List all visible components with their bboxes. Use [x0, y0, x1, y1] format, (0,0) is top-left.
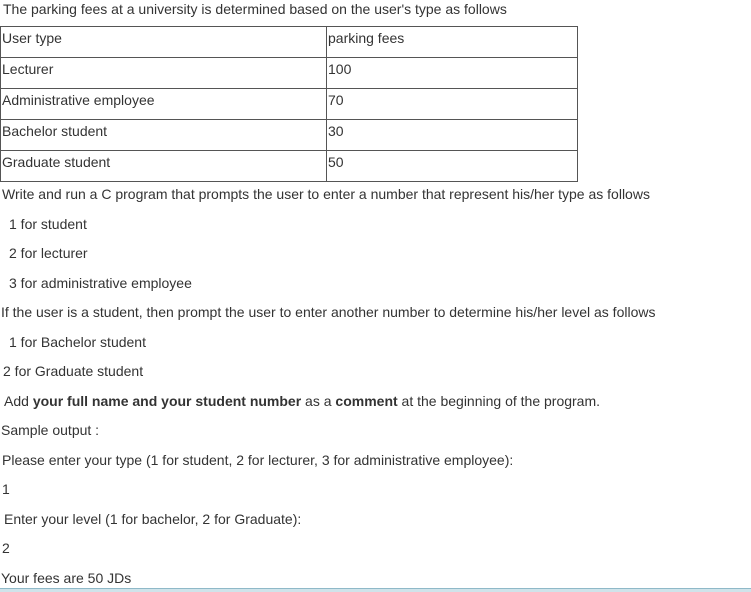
- header-user-type: User type: [1, 27, 327, 58]
- level-option: 1 for Bachelor student: [9, 334, 146, 350]
- level-prompt-text: If the user is a student, then prompt the user to enter another number to determine his/her level as follows: [1, 304, 656, 320]
- sample-output-line: Enter your level (1 for bachelor, 2 for Graduate):: [4, 511, 302, 527]
- comment-instruction-comment: comment: [335, 393, 398, 409]
- comment-instruction-post: at the beginning of the program.: [397, 393, 601, 409]
- comment-instruction: [4, 392, 600, 410]
- sample-output-line: Please enter your type (1 for student, 2 for lecturer, 3 for administrative employee):: [2, 452, 514, 468]
- comment-instruction-pre: Add: [4, 393, 33, 409]
- cell-user-type: Graduate student: [1, 151, 327, 182]
- table-row: [1, 58, 578, 89]
- table-header-row: [1, 27, 578, 58]
- cell-parking-fee: 100: [327, 58, 578, 89]
- level-option: 2 for Graduate student: [3, 363, 144, 379]
- type-option: 1 for student: [9, 216, 87, 232]
- table-row: [1, 120, 578, 151]
- sample-output-heading: Sample output :: [1, 422, 100, 438]
- header-parking-fees: parking fees: [327, 27, 578, 58]
- table-row: [1, 151, 578, 182]
- sample-output-line: 2: [2, 540, 10, 556]
- cell-parking-fee: 30: [327, 120, 578, 151]
- cell-parking-fee: 70: [327, 89, 578, 120]
- type-option: 2 for lecturer: [9, 245, 88, 261]
- task-text: Write and run a C program that prompts the user to enter a number that represent his/her type as follows: [2, 186, 650, 202]
- comment-instruction-mid: as a: [301, 393, 336, 409]
- bottom-divider: [0, 588, 751, 592]
- sample-output-line: 1: [2, 481, 10, 497]
- parking-fees-table: [0, 26, 578, 182]
- comment-instruction-name-number: your full name and your student number: [32, 393, 302, 409]
- cell-user-type: Lecturer: [1, 58, 327, 89]
- intro-text: The parking fees at a university is determined based on the user's type as follows: [3, 1, 507, 17]
- type-option: 3 for administrative employee: [9, 275, 192, 291]
- cell-user-type: Administrative employee: [1, 89, 327, 120]
- sample-output-line: Your fees are 50 JDs: [1, 570, 132, 586]
- table-row: [1, 89, 578, 120]
- cell-user-type: Bachelor student: [1, 120, 327, 151]
- cell-parking-fee: 50: [327, 151, 578, 182]
